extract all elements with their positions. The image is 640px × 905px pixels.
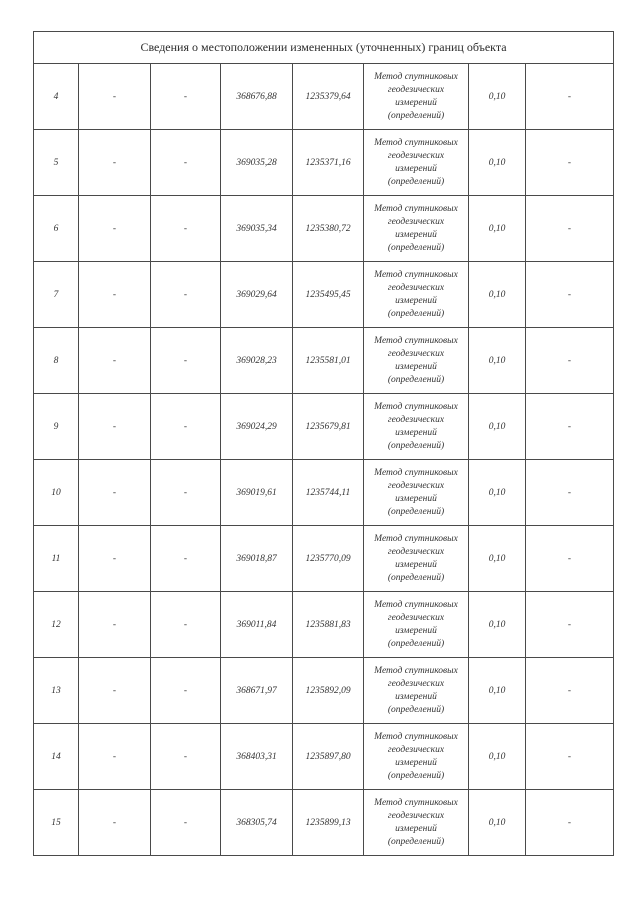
- empty-cell-col2: -: [79, 724, 151, 790]
- table-row: [34, 526, 614, 592]
- empty-cell-col8: -: [526, 328, 614, 394]
- method-line: Метод спутниковых: [374, 203, 458, 214]
- method-line: измерений: [395, 823, 437, 834]
- method-line: Метод спутниковых: [374, 665, 458, 676]
- point-number-cell: 11: [34, 526, 79, 592]
- method-line: Метод спутниковых: [374, 335, 458, 346]
- method-line: измерений: [395, 229, 437, 240]
- empty-cell-col2: -: [79, 658, 151, 724]
- method-line: геодезических: [387, 480, 445, 491]
- boundary-table: [33, 31, 614, 856]
- method-line: Метод спутниковых: [374, 269, 458, 280]
- empty-cell-col2: -: [79, 592, 151, 658]
- method-cell: [364, 262, 469, 328]
- method-line: измерений: [395, 493, 437, 504]
- method-line: геодезических: [387, 348, 445, 359]
- point-number-cell: 15: [34, 790, 79, 856]
- method-cell: [364, 592, 469, 658]
- method-line: измерений: [395, 295, 437, 306]
- table-row: [34, 130, 614, 196]
- empty-cell-col8: -: [526, 790, 614, 856]
- empty-cell-col2: -: [79, 394, 151, 460]
- coord-y-cell: 1235495,45: [293, 262, 364, 328]
- empty-cell-col8: -: [526, 526, 614, 592]
- coord-y-cell: 1235892,09: [293, 658, 364, 724]
- method-line: измерений: [395, 163, 437, 174]
- accuracy-cell: 0,10: [469, 592, 526, 658]
- method-line: (определений): [387, 506, 445, 517]
- method-line: геодезических: [387, 678, 445, 689]
- table-title-row: [34, 32, 614, 64]
- accuracy-cell: 0,10: [469, 790, 526, 856]
- point-number-cell: 12: [34, 592, 79, 658]
- method-line: измерений: [395, 427, 437, 438]
- method-line: (определений): [387, 704, 445, 715]
- empty-cell-col8: -: [526, 262, 614, 328]
- empty-cell-col8: -: [526, 196, 614, 262]
- empty-cell-col8: -: [526, 394, 614, 460]
- method-line: (определений): [387, 176, 445, 187]
- coord-y-cell: 1235371,16: [293, 130, 364, 196]
- accuracy-cell: 0,10: [469, 526, 526, 592]
- coord-y-cell: 1235379,64: [293, 64, 364, 130]
- method-line: измерений: [395, 691, 437, 702]
- coord-x-cell: 368676,88: [221, 64, 293, 130]
- accuracy-cell: 0,10: [469, 196, 526, 262]
- method-line: геодезических: [387, 150, 445, 161]
- empty-cell-col2: -: [79, 130, 151, 196]
- table-row: [34, 724, 614, 790]
- accuracy-cell: 0,10: [469, 262, 526, 328]
- empty-cell-col3: -: [151, 394, 221, 460]
- empty-cell-col3: -: [151, 328, 221, 394]
- method-line: измерений: [395, 625, 437, 636]
- coord-x-cell: 368403,31: [221, 724, 293, 790]
- empty-cell-col3: -: [151, 724, 221, 790]
- empty-cell-col3: -: [151, 196, 221, 262]
- table-row: [34, 592, 614, 658]
- coord-x-cell: 369018,87: [221, 526, 293, 592]
- accuracy-cell: 0,10: [469, 130, 526, 196]
- coord-y-cell: 1235899,13: [293, 790, 364, 856]
- coord-x-cell: 369024,29: [221, 394, 293, 460]
- table-row: [34, 790, 614, 856]
- method-cell: [364, 460, 469, 526]
- method-line: Метод спутниковых: [374, 137, 458, 148]
- accuracy-cell: 0,10: [469, 328, 526, 394]
- method-line: (определений): [387, 308, 445, 319]
- empty-cell-col8: -: [526, 130, 614, 196]
- method-line: геодезических: [387, 810, 445, 821]
- method-cell: [364, 64, 469, 130]
- empty-cell-col8: -: [526, 460, 614, 526]
- coord-x-cell: 369035,28: [221, 130, 293, 196]
- coord-x-cell: 368305,74: [221, 790, 293, 856]
- empty-cell-col2: -: [79, 64, 151, 130]
- point-number-cell: 7: [34, 262, 79, 328]
- method-line: (определений): [387, 440, 445, 451]
- empty-cell-col2: -: [79, 460, 151, 526]
- method-line: геодезических: [387, 216, 445, 227]
- coord-y-cell: 1235581,01: [293, 328, 364, 394]
- empty-cell-col3: -: [151, 262, 221, 328]
- method-line: Метод спутниковых: [374, 71, 458, 82]
- table-row: [34, 394, 614, 460]
- method-cell: [364, 658, 469, 724]
- coord-y-cell: 1235770,09: [293, 526, 364, 592]
- accuracy-cell: 0,10: [469, 724, 526, 790]
- method-line: Метод спутниковых: [374, 533, 458, 544]
- accuracy-cell: 0,10: [469, 64, 526, 130]
- method-line: геодезических: [387, 612, 445, 623]
- point-number-cell: 8: [34, 328, 79, 394]
- point-number-cell: 4: [34, 64, 79, 130]
- table-row: [34, 196, 614, 262]
- method-line: геодезических: [387, 84, 445, 95]
- method-line: (определений): [387, 770, 445, 781]
- method-cell: [364, 724, 469, 790]
- point-number-cell: 14: [34, 724, 79, 790]
- method-line: (определений): [387, 110, 445, 121]
- accuracy-cell: 0,10: [469, 394, 526, 460]
- empty-cell-col2: -: [79, 790, 151, 856]
- coord-x-cell: 369028,23: [221, 328, 293, 394]
- method-line: геодезических: [387, 744, 445, 755]
- coord-x-cell: 369035,34: [221, 196, 293, 262]
- coord-y-cell: 1235744,11: [293, 460, 364, 526]
- method-line: Метод спутниковых: [374, 599, 458, 610]
- coord-y-cell: 1235380,72: [293, 196, 364, 262]
- table-row: [34, 460, 614, 526]
- method-line: геодезических: [387, 282, 445, 293]
- method-line: (определений): [387, 638, 445, 649]
- point-number-cell: 6: [34, 196, 79, 262]
- coord-x-cell: 369029,64: [221, 262, 293, 328]
- accuracy-cell: 0,10: [469, 460, 526, 526]
- empty-cell-col3: -: [151, 64, 221, 130]
- coord-y-cell: 1235897,80: [293, 724, 364, 790]
- empty-cell-col8: -: [526, 724, 614, 790]
- method-line: геодезических: [387, 414, 445, 425]
- empty-cell-col2: -: [79, 328, 151, 394]
- empty-cell-col2: -: [79, 262, 151, 328]
- method-line: измерений: [395, 559, 437, 570]
- point-number-cell: 13: [34, 658, 79, 724]
- empty-cell-col3: -: [151, 526, 221, 592]
- empty-cell-col8: -: [526, 592, 614, 658]
- coord-x-cell: 368671,97: [221, 658, 293, 724]
- empty-cell-col3: -: [151, 790, 221, 856]
- table-row: [34, 64, 614, 130]
- method-line: Метод спутниковых: [374, 467, 458, 478]
- method-line: (определений): [387, 836, 445, 847]
- empty-cell-col2: -: [79, 526, 151, 592]
- point-number-cell: 5: [34, 130, 79, 196]
- method-line: Метод спутниковых: [374, 797, 458, 808]
- method-cell: [364, 790, 469, 856]
- method-line: измерений: [395, 361, 437, 372]
- point-number-cell: 9: [34, 394, 79, 460]
- empty-cell-col8: -: [526, 64, 614, 130]
- method-cell: [364, 526, 469, 592]
- coord-y-cell: 1235881,83: [293, 592, 364, 658]
- empty-cell-col3: -: [151, 658, 221, 724]
- table-row: [34, 658, 614, 724]
- method-line: Метод спутниковых: [374, 731, 458, 742]
- method-line: геодезических: [387, 546, 445, 557]
- method-line: (определений): [387, 572, 445, 583]
- table-row: [34, 262, 614, 328]
- table-row: [34, 328, 614, 394]
- coord-x-cell: 369019,61: [221, 460, 293, 526]
- coord-y-cell: 1235679,81: [293, 394, 364, 460]
- accuracy-cell: 0,10: [469, 658, 526, 724]
- method-line: (определений): [387, 242, 445, 253]
- empty-cell-col3: -: [151, 592, 221, 658]
- empty-cell-col3: -: [151, 130, 221, 196]
- empty-cell-col2: -: [79, 196, 151, 262]
- coord-x-cell: 369011,84: [221, 592, 293, 658]
- point-number-cell: 10: [34, 460, 79, 526]
- method-cell: [364, 394, 469, 460]
- method-line: измерений: [395, 97, 437, 108]
- empty-cell-col8: -: [526, 658, 614, 724]
- table-title: Сведения о местоположении измененных (уточненных) границ объекта: [34, 32, 614, 64]
- method-line: (определений): [387, 374, 445, 385]
- empty-cell-col3: -: [151, 460, 221, 526]
- method-line: Метод спутниковых: [374, 401, 458, 412]
- method-cell: [364, 130, 469, 196]
- method-cell: [364, 328, 469, 394]
- method-cell: [364, 196, 469, 262]
- method-line: измерений: [395, 757, 437, 768]
